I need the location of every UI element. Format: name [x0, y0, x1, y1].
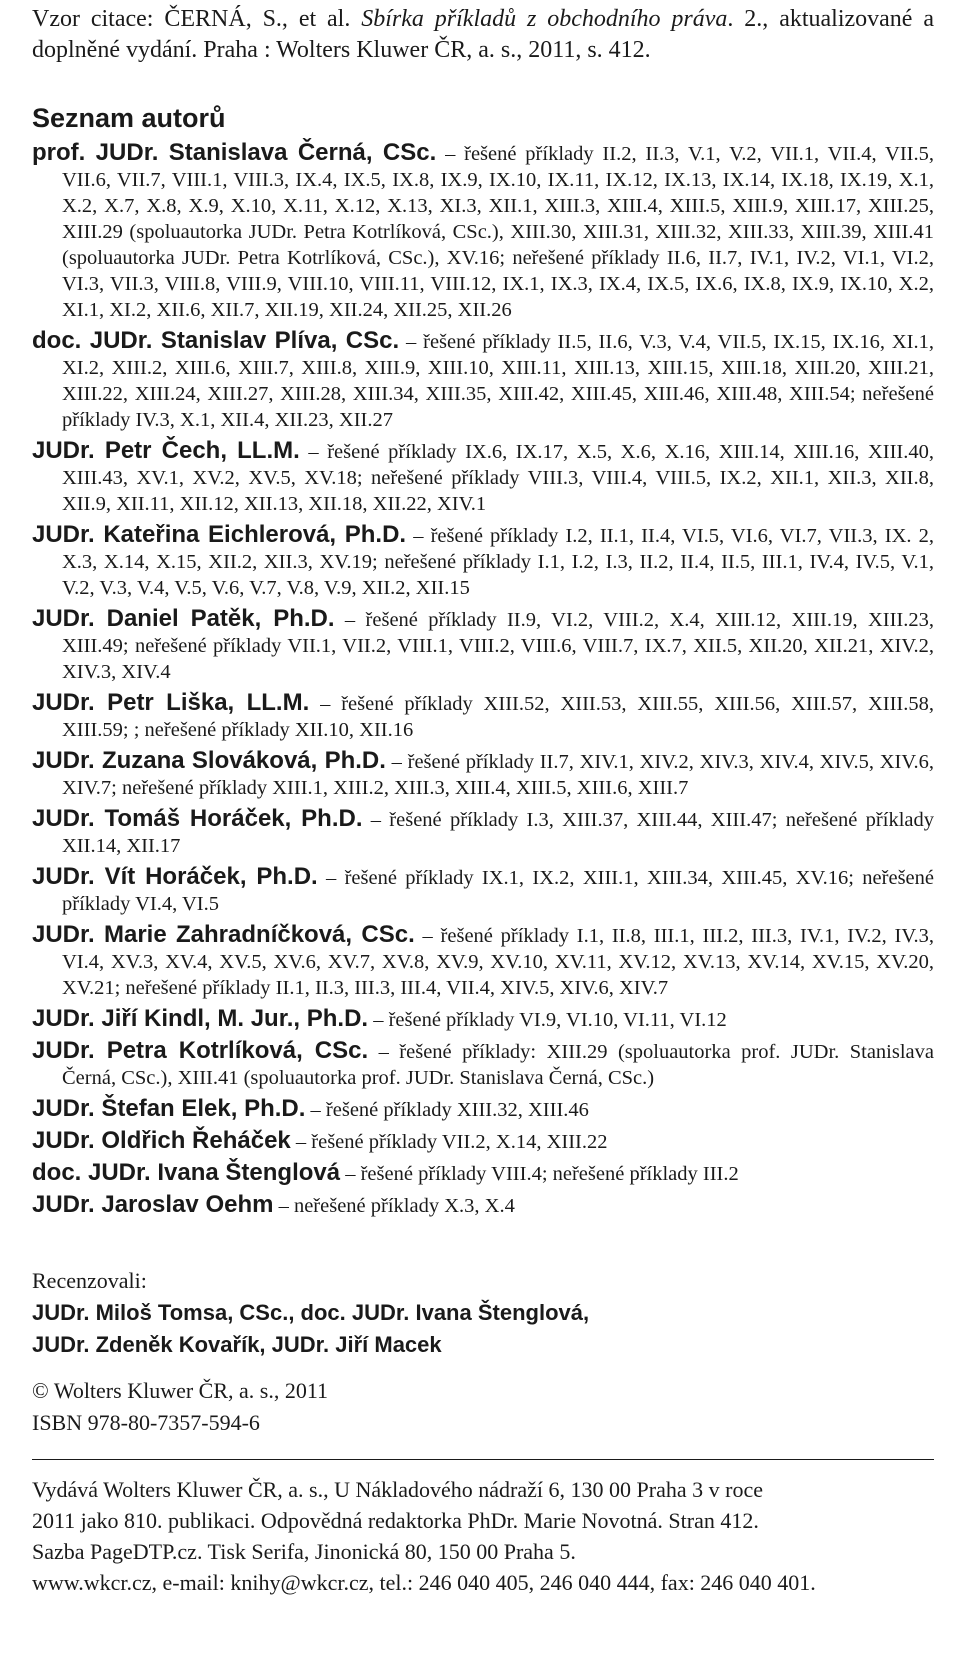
author-examples: – řešené příklady I.3, XIII.37, XIII.44, XIII.47; neřešené příklady XII.14, XII.17 [62, 809, 934, 857]
author-name: JUDr. Oldřich Řeháček [32, 1127, 291, 1154]
author-entry [32, 606, 934, 685]
author-examples: – řešené příklady VIII.4; neřešené příklady III.2 [340, 1163, 739, 1185]
author-name: prof. JUDr. Stanislava Černá, CSc. [32, 139, 437, 166]
author-name: JUDr. Petra Kotrlíková, CSc. [32, 1037, 369, 1064]
publisher-line-2: 2011 jako 810. publikaci. Odpovědná redaktorka PhDr. Marie Novotná. Stran 412. [32, 1508, 759, 1533]
author-name: JUDr. Petr Liška, LL.M. [32, 689, 310, 716]
author-entry [32, 690, 934, 743]
copyright-block [32, 1375, 934, 1439]
author-entry [32, 748, 934, 801]
divider [32, 1459, 934, 1460]
author-name: JUDr. Petr Čech, LL.M. [32, 437, 300, 464]
publisher-line-4: www.wkcr.cz, e-mail: knihy@wkcr.cz, tel.: 246 040 405, 246 040 444, fax: 246 040 401. [32, 1570, 816, 1595]
author-examples: – řešené příklady VI.9, VI.10, VI.11, VI.12 [368, 1009, 727, 1031]
author-examples: – řešené příklady I.1, II.8, III.1, III.2, III.3, IV.1, IV.2, IV.3, VI.4, XV.3, XV.4, XV.5, XV.6, XV.7, XV.8, XV.9, XV.10, XV.11, XV.12, XV.13, XV.14, XV.15, XV.20, XV.21; neřešené příklady II.1, II.3, III.3, III.4, VII.4, XIV.5, XIV.6, XIV.7 [62, 925, 934, 999]
author-entry [32, 1192, 934, 1219]
author-name: JUDr. Zuzana Slováková, Ph.D. [32, 747, 386, 774]
author-entry [32, 1096, 934, 1123]
author-name: JUDr. Kateřina Eichlerová, Ph.D. [32, 521, 407, 548]
author-examples: – neřešené příklady X.3, X.4 [273, 1195, 515, 1217]
citation-title: Sbírka příkladů z obchodního práva [361, 6, 728, 32]
author-entry [32, 864, 934, 917]
author-list [32, 140, 934, 1219]
author-entry [32, 140, 934, 323]
authors-heading: Seznam autorů [32, 103, 226, 133]
author-name: JUDr. Daniel Patěk, Ph.D. [32, 605, 335, 632]
author-name: doc. JUDr. Stanislav Plíva, CSc. [32, 327, 400, 354]
author-entry [32, 438, 934, 517]
author-examples: – řešené příklady XIII.32, XIII.46 [305, 1099, 589, 1121]
author-examples: – řešené příklady II.5, II.6, V.3, V.4, VII.5, IX.15, IX.16, XI.1, XI.2, XIII.2, XIII.6, XIII.7, XIII.8, XIII.9, XIII.10, XIII.11, XIII.13, XIII.15, XIII.18, XIII.20, XIII.21, XIII.22, XIII.24, XIII.27, XIII.28, XIII.34, XIII.35, XIII.42, XIII.45, XIII.46, XIII.48, XIII.54; neřešené příklady IV.3, X.1, XII.4, XII.23, XII.27 [62, 331, 934, 431]
author-examples: – řešené příklady II.9, VI.2, VIII.2, X.4, XIII.12, XIII.19, XIII.23, XIII.49; neřešené příklady VII.1, VII.2, VIII.1, VIII.2, VIII.6, VIII.7, IX.7, XII.5, XII.20, XII.21, XIV.2, XIV.3, XIV.4 [62, 609, 934, 683]
author-name: JUDr. Jaroslav Oehm [32, 1191, 274, 1218]
publisher-block [32, 1474, 934, 1598]
copyright-line: © Wolters Kluwer ČR, a. s., 2011 [32, 1378, 329, 1403]
author-name: doc. JUDr. Ivana Štenglová [32, 1159, 341, 1186]
publisher-line-1: Vydává Wolters Kluwer ČR, a. s., U Nákladového nádraží 6, 130 00 Praha 3 v roce [32, 1477, 763, 1502]
author-name: JUDr. Tomáš Horáček, Ph.D. [32, 805, 363, 832]
author-examples: – řešené příklady XIII.52, XIII.53, XIII.55, XIII.56, XIII.57, XIII.58, XIII.59; ; neřešené příklady XII.10, XII.16 [62, 693, 935, 741]
citation-prefix: Vzor citace: ČERNÁ, S., et al. [32, 6, 362, 32]
author-entry [32, 1128, 934, 1155]
author-entry [32, 806, 934, 859]
author-examples: – řešené příklady IX.1, IX.2, XIII.1, XIII.34, XIII.45, XV.16; neřešené příklady VI.4, VI.5 [62, 867, 934, 915]
author-name: JUDr. Marie Zahradníčková, CSc. [32, 921, 415, 948]
reviewers-label: Recenzovali: [32, 1268, 147, 1293]
author-examples: – řešené příklady: XIII.29 (spoluautorka prof. JUDr. Stanislava Černá, CSc.), XIII.41 (spoluautorka prof. JUDr. Stanislava Černá, CSc.) [62, 1041, 934, 1089]
citation [32, 4, 934, 66]
author-examples: – řešené příklady I.2, II.1, II.4, VI.5, VI.6, VI.7, VII.3, IX. 2, X.3, X.14, X.15, XII.2, XII.3, XV.19; neřešené příklady I.1, I.2, I.3, II.2, II.4, II.5, III.1, IV.4, IV.5, V.1, V.2, V.3, V.4, V.5, V.6, V.7, V.8, V.9, XII.2, XII.15 [62, 525, 934, 599]
author-examples: – řešené příklady VII.2, X.14, XIII.22 [290, 1131, 608, 1153]
author-examples: – řešené příklady II.7, XIV.1, XIV.2, XIV.3, XIV.4, XIV.5, XIV.6, XIV.7; neřešené příklady XIII.1, XIII.2, XIII.3, XIII.4, XIII.5, XIII.6, XIII.7 [62, 751, 934, 799]
author-name: JUDr. Štefan Elek, Ph.D. [32, 1095, 306, 1122]
author-examples: – řešené příklady IX.6, IX.17, X.5, X.6, X.16, XIII.14, XIII.16, XIII.40, XIII.43, XV.1, XV.2, XV.5, XV.18; neřešené příklady VIII.3, VIII.4, VIII.5, IX.2, XII.1, XII.3, XII.8, XII.9, XII.11, XII.12, XII.13, XII.18, XII.22, XIV.1 [62, 441, 935, 515]
publisher-line-3: Sazba PageDTP.cz. Tisk Serifa, Jinonická 80, 150 00 Praha 5. [32, 1539, 576, 1564]
reviewers-names-line-1: JUDr. Miloš Tomsa, CSc., doc. JUDr. Ivana Štenglová, [32, 1300, 590, 1325]
citation-suffix: . 2., aktualizované a doplněné vydání. Praha : Wolters Kluwer ČR, a. s., 2011, s. 412. [32, 6, 934, 63]
author-entry [32, 1006, 934, 1033]
author-examples: – řešené příklady II.2, II.3, V.1, V.2, VII.1, VII.4, VII.5, VII.6, VII.7, VIII.1, VIII.3, IX.4, IX.5, IX.8, IX.9, IX.10, IX.11, IX.12, IX.13, IX.14, IX.18, IX.19, X.1, X.2, X.7, X.8, X.9, X.10, X.11, X.12, X.13, XI.3, XII.1, XIII.3, XIII.4, XIII.5, XIII.9, XIII.17, XIII.25, XIII.29 (spoluautorka JUDr. Petra Kotrlíková, CSc.), XIII.30, XIII.31, XIII.32, XIII.33, XIII.39, XIII.41 (spoluautorka JUDr. Petra Kotrlíková, CSc.), XV.16; neřešené příklady II.6, II.7, IV.1, IV.2, VI.1, VI.2, VI.3, VII.3, VIII.8, VIII.9, VIII.10, VIII.11, VIII.12, IX.1, IX.3, IX.4, IX.5, IX.6, IX.8, IX.9, IX.10, X.2, XI.1, XI.2, XII.6, XII.7, XII.19, XII.24, XII.25, XII.26 [62, 143, 934, 321]
reviewers-block [32, 1265, 934, 1361]
author-entry [32, 1160, 934, 1187]
author-entry [32, 922, 934, 1001]
author-entry [32, 522, 934, 601]
author-entry [32, 1038, 934, 1091]
reviewers-names-line-2: JUDr. Zdeněk Kovařík, JUDr. Jiří Macek [32, 1332, 442, 1357]
author-name: JUDr. Vít Horáček, Ph.D. [32, 863, 318, 890]
author-name: JUDr. Jiří Kindl, M. Jur., Ph.D. [32, 1005, 369, 1032]
isbn: ISBN 978-80-7357-594-6 [32, 1410, 260, 1435]
author-entry [32, 328, 934, 433]
